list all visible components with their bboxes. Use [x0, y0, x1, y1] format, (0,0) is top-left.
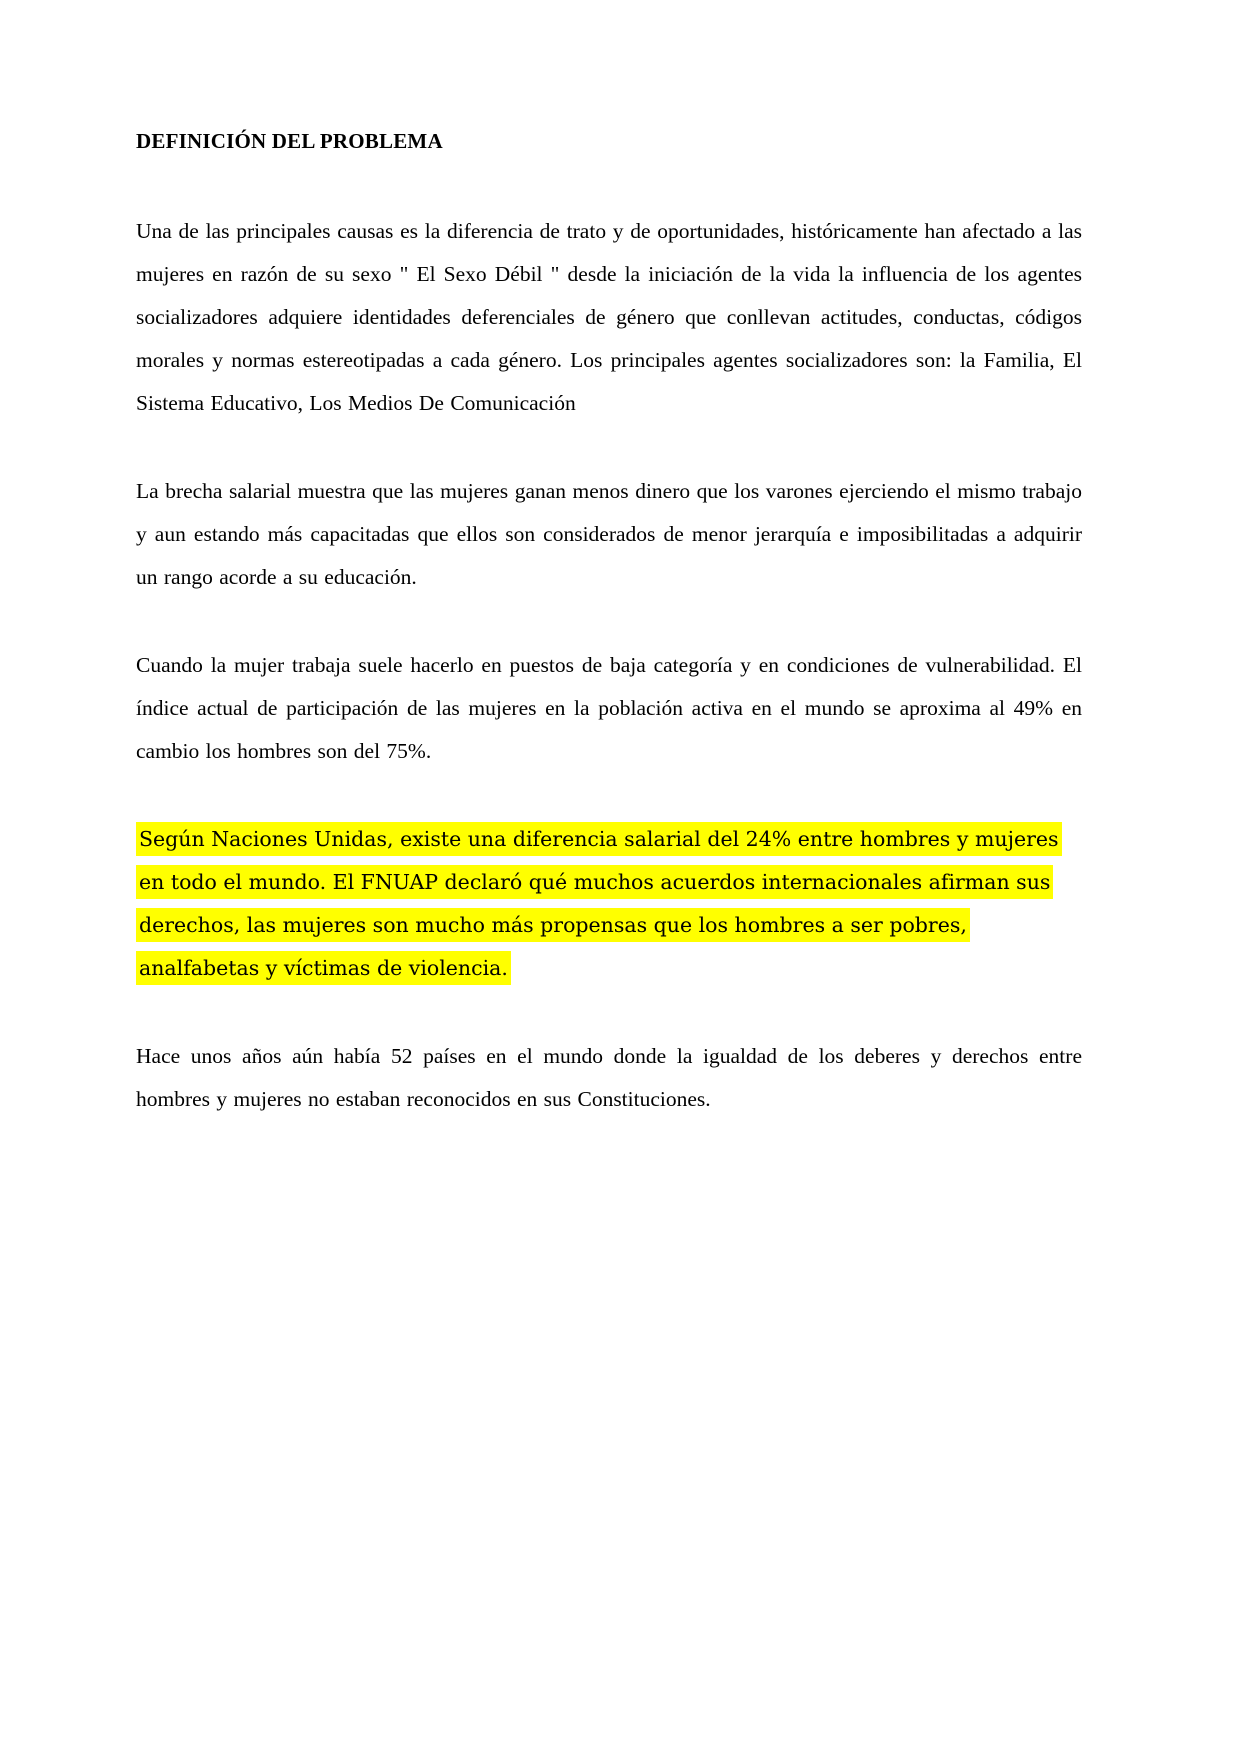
paragraph-text: Una de las principales causas es la diferencia de trato y de oportunidades, históricamente han afectado a las mujeres en razón de su sexo " El Sexo Débil " desde la iniciación de la vida la influencia de los agentes socializadores adquiere identidades deferenciales de género que conllevan actitudes, conductas, códigos morales y normas estereotipadas a cada género. Los principales agentes socializadores son: la Familia, El Sistema Educativo, Los Medios De Comunicación: [136, 219, 1082, 415]
highlighted-text: Según Naciones Unidas, existe una diferencia salarial del 24% entre hombres y mujeres en todo el mundo. El FNUAP declaró qué muchos acuerdos internacionales afirman sus derechos, las mujeres son mucho más propensas que los hombres a ser pobres, analfabetas y víctimas de violencia.: [136, 822, 1062, 985]
page-title: DEFINICIÓN DEL PROBLEMA: [136, 129, 443, 153]
paragraph-wage-gap: [136, 470, 1082, 599]
highlighted-paragraph-united-nations: [136, 818, 1082, 990]
paragraph-constitutions: [136, 1035, 1082, 1121]
paragraph-participation-rate: [136, 644, 1082, 773]
paragraph-text: La brecha salarial muestra que las mujeres ganan menos dinero que los varones ejerciendo el mismo trabajo y aun estando más capacitadas que ellos son considerados de menor jerarquía e imposibilitadas a adquirir un rango acorde a su educación.: [136, 479, 1082, 589]
paragraph-main-causes: [136, 210, 1082, 425]
paragraph-text: Cuando la mujer trabaja suele hacerlo en puestos de baja categoría y en condiciones de vulnerabilidad. El índice actual de participación de las mujeres en la población activa en el mundo se aproxima al 49% en cambio los hombres son del 75%.: [136, 653, 1082, 763]
paragraph-text: Hace unos años aún había 52 países en el mundo donde la igualdad de los deberes y derechos entre hombres y mujeres no estaban reconocidos en sus Constituciones.: [136, 1044, 1082, 1111]
